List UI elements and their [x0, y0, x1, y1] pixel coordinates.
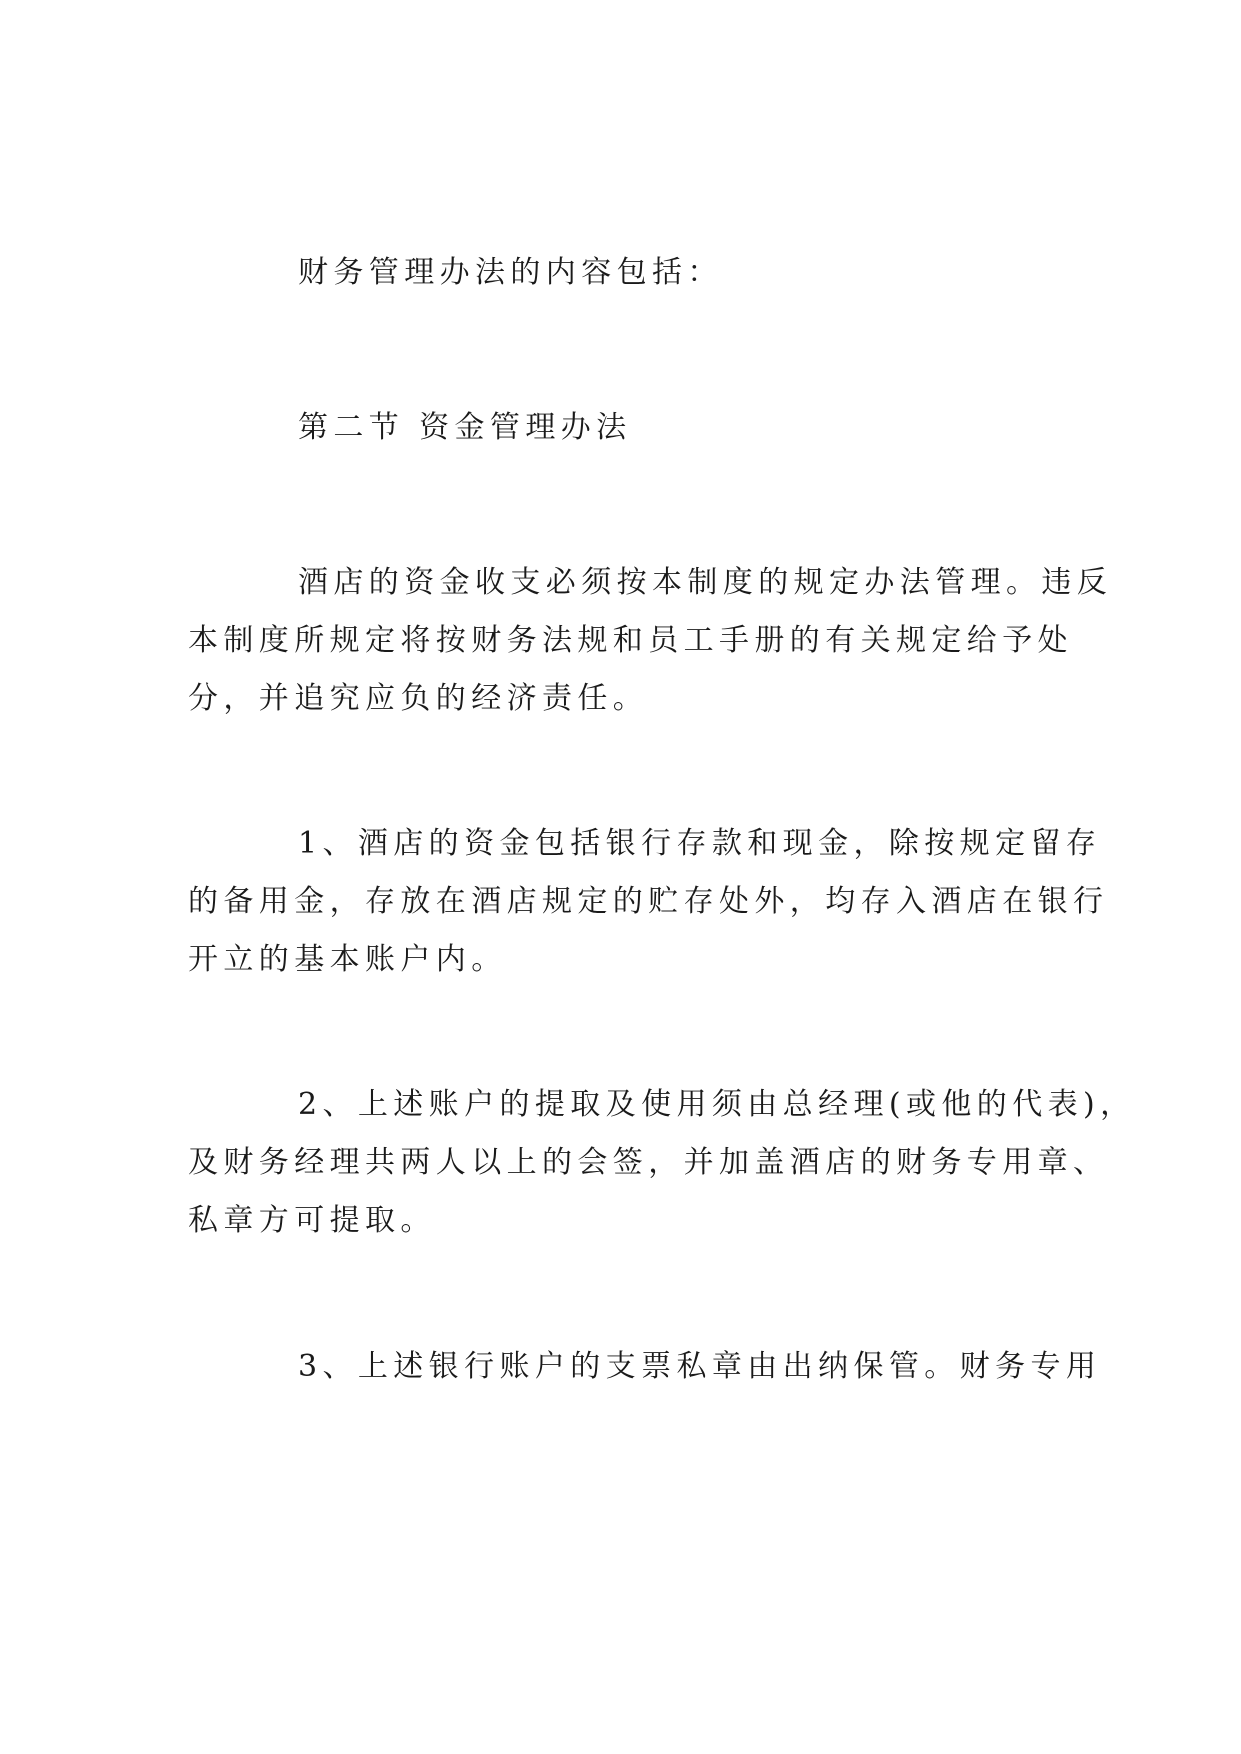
section-heading-line: 第二节 资金管理办法 — [298, 410, 632, 445]
paragraph-1 — [188, 554, 1113, 728]
paragraph-line: 分，并追究应负的经济责任。 — [188, 681, 649, 716]
paragraph-line: 酒店的资金收支必须按本制度的规定办法管理。违反 — [298, 565, 1113, 600]
paragraph-2 — [188, 815, 1109, 989]
intro-text — [188, 244, 1168, 302]
paragraph-line: 1、酒店的资金包括银行存款和现金，除按规定留存 — [298, 826, 1102, 861]
paragraph-3 — [188, 1076, 1136, 1250]
paragraph-line: 私章方可提取。 — [188, 1203, 436, 1238]
paragraph-4 — [188, 1338, 1102, 1396]
paragraph-line: 2、上述账户的提取及使用须由总经理(或他的代表)， — [298, 1087, 1136, 1122]
paragraph-line: 及财务经理共两人以上的会签，并加盖酒店的财务专用章、 — [188, 1145, 1109, 1180]
paragraph-line: 3、上述银行账户的支票私章由出纳保管。财务专用 — [298, 1349, 1102, 1384]
paragraph-line: 的备用金，存放在酒店规定的贮存处外，均存入酒店在银行 — [188, 884, 1109, 919]
paragraph-line: 开立的基本账户内。 — [188, 942, 507, 977]
intro-line: 财务管理办法的内容包括： — [298, 255, 723, 290]
paragraph-line: 本制度所规定将按财务法规和员工手册的有关规定给予处 — [188, 623, 1073, 658]
section-heading — [188, 399, 1168, 457]
